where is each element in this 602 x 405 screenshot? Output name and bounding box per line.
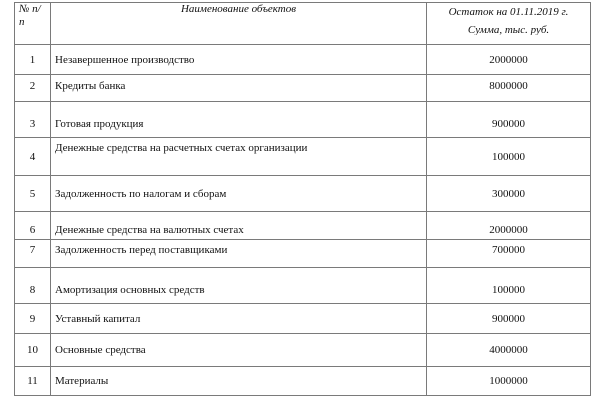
row-value: 900000: [427, 304, 591, 334]
row-value: 100000: [427, 268, 591, 304]
row-name: Амортизация основных средств: [51, 268, 427, 304]
row-name: Материалы: [51, 367, 427, 396]
row-number: 8: [15, 268, 51, 304]
row-name: Готовая продукция: [51, 102, 427, 138]
table-row: [15, 304, 591, 334]
table-row: [15, 75, 591, 102]
row-value: 900000: [427, 102, 591, 138]
row-number: 10: [15, 334, 51, 367]
row-number: 1: [15, 45, 51, 75]
row-name: Кредиты банка: [51, 75, 427, 102]
table-row: [15, 212, 591, 240]
row-value: 8000000: [427, 75, 591, 102]
row-value: 2000000: [427, 212, 591, 240]
column-header-name: Наименование объектов: [51, 3, 427, 45]
row-number: 2: [15, 75, 51, 102]
row-value: 4000000: [427, 334, 591, 367]
row-name: Незавершенное производство: [51, 45, 427, 75]
row-number: 4: [15, 138, 51, 176]
row-number: 5: [15, 176, 51, 212]
table-row: [15, 176, 591, 212]
table-header-row: [15, 3, 591, 45]
row-number: 6: [15, 212, 51, 240]
table-row: [15, 45, 591, 75]
table-row: [15, 138, 591, 176]
row-name: Задолженность по налогам и сборам: [51, 176, 427, 212]
column-header-number: [15, 3, 51, 45]
row-value: 2000000: [427, 45, 591, 75]
column-header-number-line2: п: [19, 16, 25, 28]
row-value: 700000: [427, 240, 591, 268]
row-name: Денежные средства на валютных счетах: [51, 212, 427, 240]
row-value: 300000: [427, 176, 591, 212]
column-header-value-line1: Остаток на 01.11.2019 г.: [448, 6, 569, 18]
balance-table: [14, 2, 591, 396]
table-row: [15, 334, 591, 367]
row-value: 1000000: [427, 367, 591, 396]
row-number: 9: [15, 304, 51, 334]
row-number: 7: [15, 240, 51, 268]
table-row: [15, 367, 591, 396]
table-row: [15, 240, 591, 268]
row-name: Денежные средства на расчетных счетах организации: [51, 138, 427, 176]
row-name: Основные средства: [51, 334, 427, 367]
row-value: 100000: [427, 138, 591, 176]
row-number: 11: [15, 367, 51, 396]
column-header-number-line1: № п/: [19, 3, 41, 15]
column-header-value: [427, 3, 591, 45]
row-name: Задолженность перед поставщиками: [51, 240, 427, 268]
row-number: 3: [15, 102, 51, 138]
column-header-value-line2: Сумма, тыс. руб.: [467, 24, 550, 35]
row-name: Уставный капитал: [51, 304, 427, 334]
table-row: [15, 268, 591, 304]
table-row: [15, 102, 591, 138]
